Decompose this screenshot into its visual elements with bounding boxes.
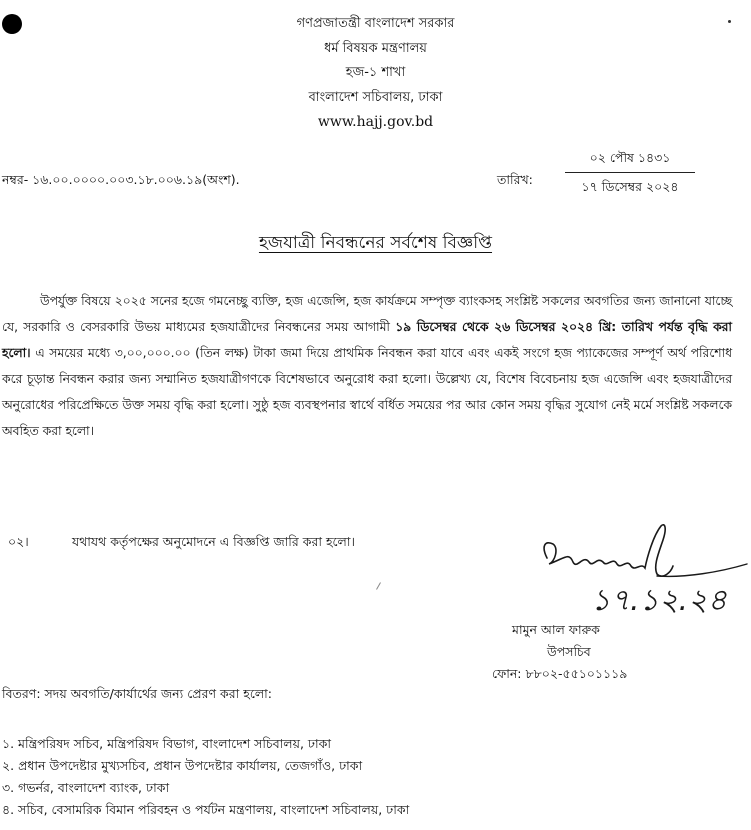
signer-phone: ফোন: ৮৮০২-৫৫১০১১১৯ [492, 666, 628, 681]
list-item: ১. মন্ত্রিপরিষদ সচিব, মন্ত্রিপরিষদ বিভাগ, বাংলাদেশ সচিবালয়, ঢাকা [2, 736, 331, 751]
list-item: ৩. গভর্নর, বাংলাদেশ ব্যাংক, ঢাকা [2, 780, 170, 795]
list-item: ২. প্রধান উপদেষ্টার মুখ্যসচিব, প্রধান উপদেষ্টার কার্যালয়, তেজগাঁও, ঢাকা [2, 758, 363, 773]
website-link[interactable]: www.hajj.gov.bd [317, 114, 434, 130]
memo-number: নম্বর- ১৬.০০.০০০০.০০৩.১৮.০০৬.১৯(অংশ). [2, 172, 240, 187]
signer-name: মামুন আল ফারুক [512, 622, 600, 637]
item-text: যথাযথ কর্তৃপক্ষের অনুমোদনে এ বিজ্ঞপ্তি জারি করা হলো। [72, 534, 355, 549]
notice-title: হজযাত্রী নিবন্ধনের সর্বশেষ বিজ্ঞপ্তি [258, 233, 493, 253]
date-label: তারিখ: [497, 172, 533, 187]
letterhead [0, 12, 751, 135]
signature-image [535, 518, 750, 628]
distribution-list [2, 733, 409, 821]
notice-body [2, 288, 732, 444]
item-number: ০২। [8, 534, 29, 549]
date-bangla: ০২ পৌষ ১৪৩১ [589, 150, 671, 165]
signer-designation: উপসচিব [547, 644, 591, 659]
signature-date: ১৭.১২.২৪ [591, 583, 727, 618]
date-gregorian: ১৭ ডিসেম্বর ২০২৪ [581, 179, 679, 194]
list-item: ৪. সচিব, বেসামরিক বিমান পরিবহন ও পর্যটন মন্ত্রণালয়, বাংলাদেশ সচিবালয়, ঢাকা [2, 802, 410, 817]
scan-mark [376, 582, 381, 589]
ministry-name: ধর্ম বিষয়ক মন্ত্রণালয় [324, 40, 427, 56]
body-text-part1: উপর্যুক্ত বিষয়ে ২০২৫ সনের হজে গমনেচ্ছু ব্যক্তি, হজ এজেন্সি, হজ কার্যক্রমে সম্পৃক্ত ব্যাংকসহ সংশ্লিষ্ট সকলের অবগতির জন্য জানানো যাচ্ছে যে, সরকারি ও বেসরকারি উভয় মাধ্যমের হজযাত্রীদের নিবন্ধনের সময় আগামী [2, 294, 732, 334]
body-text-part2: এ সময়ের মধ্যে ৩,০০,০০০.০০ (তিন লক্ষ) টাকা জমা দিয়ে প্রাথমিক নিবন্ধন করা যাবে এবং একই সংগে হজ প্যাকেজের সম্পূর্ণ অর্থ পরিশোধ করে চূড়ান্ত নিবন্ধন করার জন্য সম্মানিত হজযাত্রীগণকে বিশেষভাবে অনুরোধ করা হলো। উল্লেখ্য যে, বিশেষ বিবেচনায় হজ এজেন্সি এবং হজযাত্রীদের অনুরোধের পরিপ্রেক্ষিতে উক্ত সময় বৃদ্ধি করা হলো। সুষ্ঠু হজ ব্যবস্থপনার স্বার্থে বর্ধিত সময়ের পর আর কোন সময় বৃদ্ধির সুযোগ নেই মর্মে সংশ্লিষ্ট সকলকে অবহিত করা হলো। [2, 346, 732, 438]
date-divider [565, 172, 695, 173]
office-address: বাংলাদেশ সচিবালয়, ঢাকা [308, 89, 443, 105]
distribution-heading: বিতরণ: সদয় অবগতি/কার্যার্থের জন্য প্রেরণ করা হলো: [2, 686, 273, 701]
numbered-item [8, 534, 355, 554]
body-text-highlight: ১৯ ডিসেম্বর থেকে ২৬ ডিসেম্বর ২০২৪ খ্রি: তারিখ পর্যন্ত বৃদ্ধি করা হলো। [2, 320, 732, 360]
government-name: গণপ্রজাতন্ত্রী বাংলাদেশ সরকার [296, 16, 455, 31]
branch-name: হজ-১ শাখা [345, 65, 406, 80]
